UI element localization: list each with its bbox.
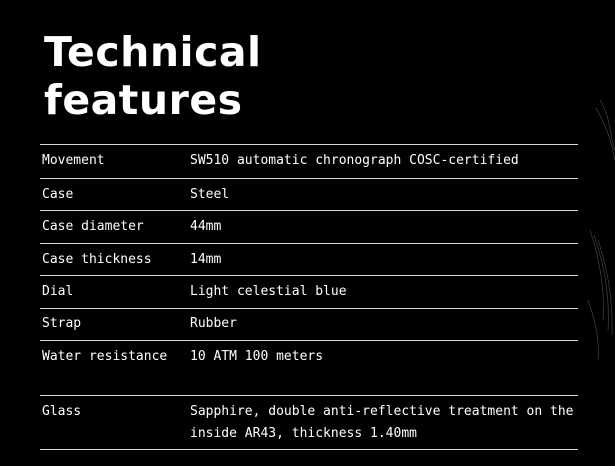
spec-label: Movement [42,153,105,168]
spec-value: Steel [190,187,230,202]
spec-row-case-thickness [40,244,578,276]
spec-row-water-resistance [40,341,578,396]
spec-value: 44mm [190,219,222,234]
spec-value: Sapphire, double anti-reflective treatment on the inside AR43, thickness 1.40mm [190,404,582,441]
page-title-line-1: Technical [44,28,262,76]
spec-label: Case [42,187,74,202]
spec-row-dial [40,276,578,309]
spec-row-case-diameter [40,211,578,244]
spec-value: Light celestial blue [190,284,347,299]
spec-label: Glass [42,404,82,419]
spec-row-movement [40,145,578,179]
spec-row-case [40,179,578,211]
spec-value: SW510 automatic chronograph COSC-certified [190,153,519,168]
spec-value: 10 ATM 100 meters [190,349,324,364]
spec-value: Rubber [190,316,237,331]
spec-label: Case thickness [42,252,152,267]
spec-row-glass [40,396,582,450]
spec-value: 14mm [190,252,222,267]
spec-row-strap [40,309,578,341]
spec-label: Case diameter [42,219,144,234]
page-title [44,28,364,124]
spec-label: Dial [42,284,74,299]
specs-table [40,144,582,450]
spec-label: Water resistance [42,349,168,364]
spec-label: Strap [42,316,82,331]
page-title-line-2: features [44,76,243,124]
